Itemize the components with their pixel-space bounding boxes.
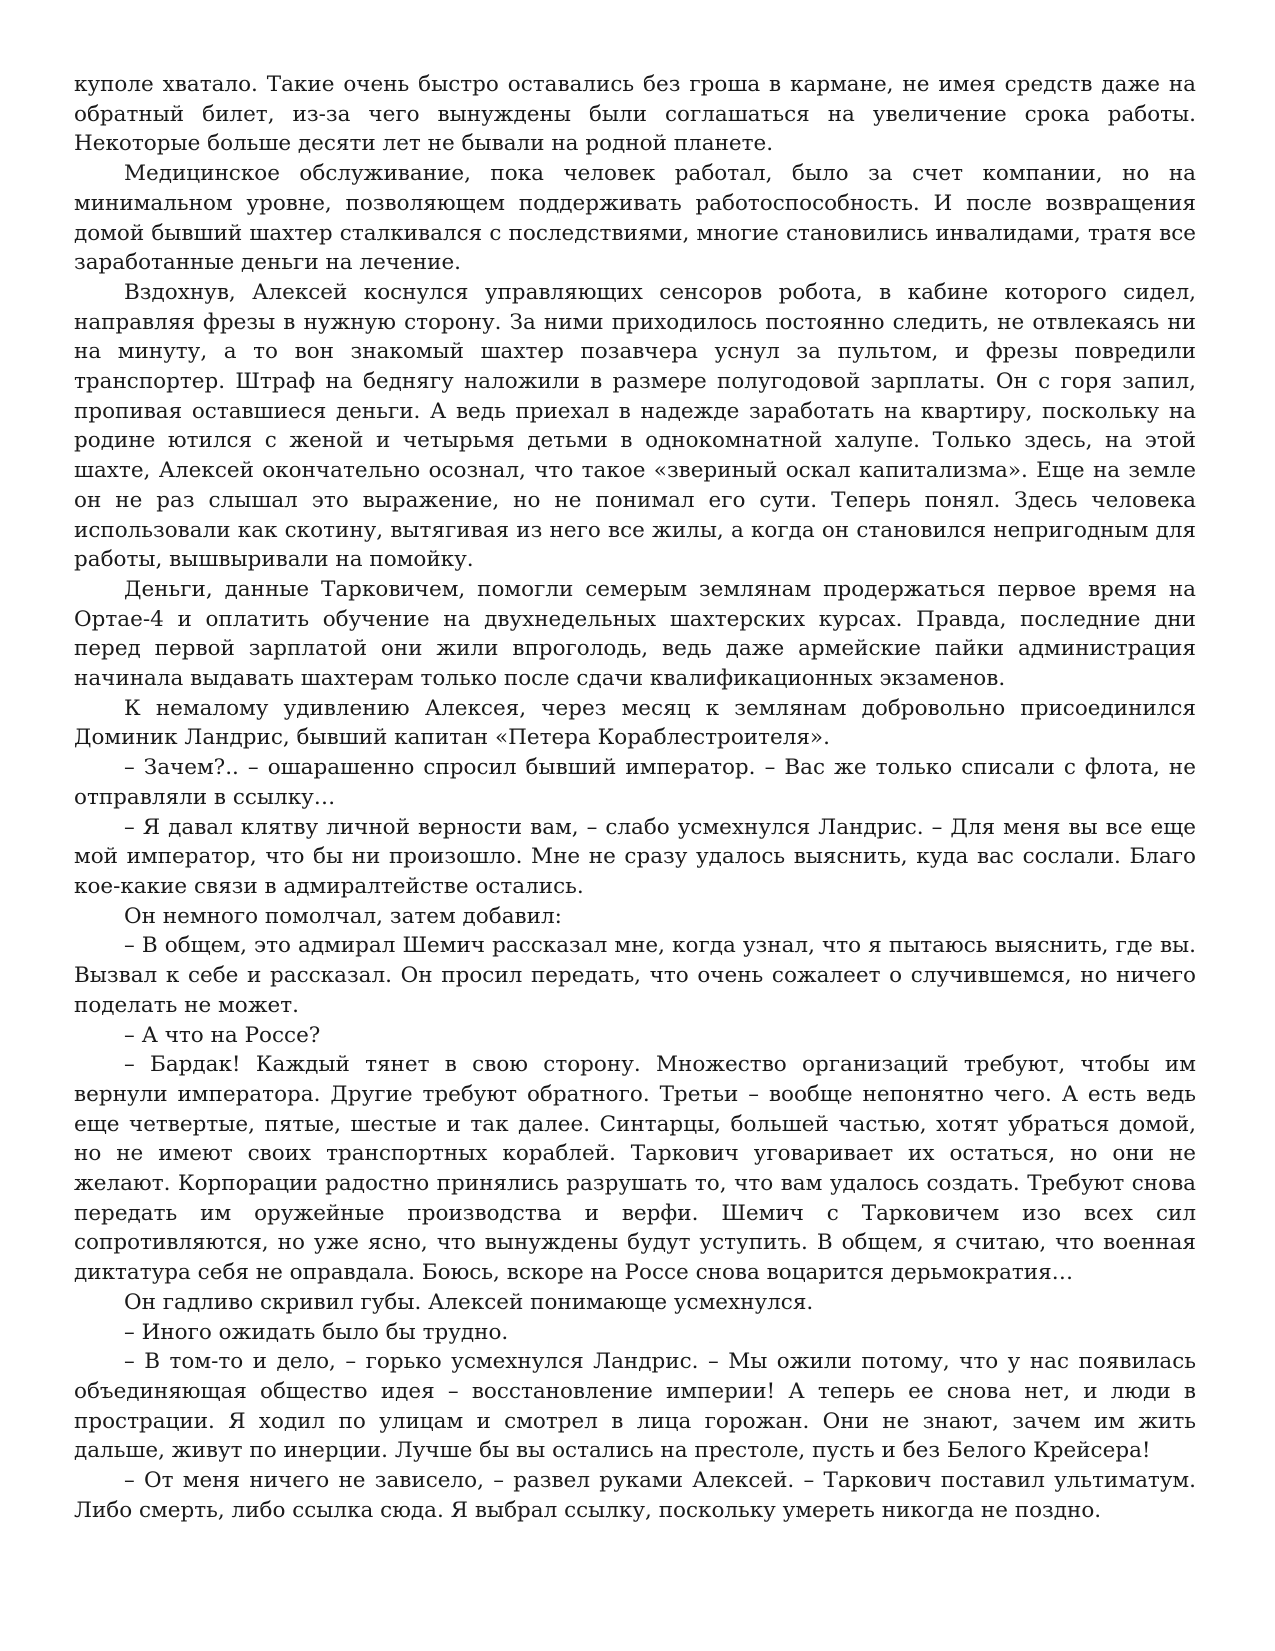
paragraph-14: – В том-то и дело, – горько усмехнулся Ландрис. – Мы ожили потому, что у нас появилась объединяющая общество идея – восстановление империи! А теперь ее снова нет, и люди в прострации. Я ходил по улицам и смотрел в лица горожан. Они не знают, зачем им жить дальше, живут по инерции. Лучше бы вы остались на престоле, пусть и без Белого Крейсера! xyxy=(74,1349,1196,1464)
paragraph-8: Он немного помолчал, затем добавил: xyxy=(124,903,562,929)
paragraph-10: – А что на Россе? xyxy=(124,1022,321,1048)
paragraph-15: – От меня ничего не зависело, – развел руками Алексей. – Таркович поставил ультиматум. Либо смерть, либо ссылка сюда. Я выбрал ссылку, поскольку умереть никогда не поздно. xyxy=(74,1468,1196,1523)
paragraph-1: куполе хватало. Такие очень быстро оставались без гроша в кармане, не имея средств даже на обратный билет, из-за чего вынуждены были соглашаться на увеличение срока работы. Некоторые больше десяти лет не бывали на родной планете. xyxy=(74,72,1196,157)
paragraph-12: Он гадливо скривил губы. Алексей понимающе усмехнулся. xyxy=(124,1289,814,1315)
paragraph-3: Вздохнув, Алексей коснулся управляющих сенсоров робота, в кабине которого сидел, направляя фрезы в нужную сторону. За ними приходилось постоянно следить, не отвлекаясь ни на минуту, а то вон знакомый шахтер позавчера уснул за пультом, и фрезы повредили транспортер. Штраф на беднягу наложили в размере полугодовой зарплаты. Он с горя запил, пропивая оставшиеся деньги. А ведь приехал в надежде заработать на квартиру, поскольку на родине ютился с женой и четырьмя детьми в однокомнатной халупе. Только здесь, на этой шахте, Алексей окончательно осознал, что такое «звериный оскал капитализма». Еще на земле он не раз слышал это выражение, но не понимал его сути. Теперь понял. Здесь человека использовали как скотину, вытягивая из него все жилы, а когда он становился непригодным для работы, вышвыривали на помойку. xyxy=(74,279,1196,573)
paragraph-2: Медицинское обслуживание, пока человек работал, было за счет компании, но на минимальном уровне, позволяющем поддерживать работоспособность. И после возвращения домой бывший шахтер сталкивался с последствиями, многие становились инвалидами, тратя все заработанные деньги на лечение. xyxy=(74,161,1196,276)
paragraph-13: – Иного ожидать было бы трудно. xyxy=(124,1319,509,1345)
paragraph-11: – Бардак! Каждый тянет в свою сторону. Множество организаций требуют, чтобы им вернули императора. Другие требуют обратного. Третьи – вообще непонятно чего. А есть ведь еще четвертые, пятые, шестые и так далее. Синтарцы, большей частью, хотят убраться домой, но не имеют своих транспортных кораблей. Таркович уговаривает их остаться, но они не желают. Корпорации радостно принялись разрушать то, что вам удалось создать. Требуют снова передать им оружейные производства и верфи. Шемич с Тарковичем изо всех сил сопротивляются, но уже ясно, что вынуждены будут уступить. В общем, я считаю, что военная диктатура себя не оправдала. Боюсь, вскоре на Россе снова воцарится дерьмократия… xyxy=(74,1052,1196,1286)
paragraph-4: Деньги, данные Тарковичем, помогли семерым землянам продержаться первое время на Ортае-4 и оплатить обучение на двухнедельных шахтерских курсах. Правда, последние дни перед первой зарплатой они жили впроголодь, ведь даже армейские пайки администрация начинала выдавать шахтерам только после сдачи квалификационных экзаменов. xyxy=(74,576,1196,692)
paragraph-6: – Зачем?.. – ошарашенно спросил бывший император. – Вас же только списали с флота, не отправляли в ссылку… xyxy=(74,755,1196,810)
paragraph-9: – В общем, это адмирал Шемич рассказал мне, когда узнал, что я пытаюсь выяснить, где вы. Вызвал к себе и рассказал. Он просил передать, что очень сожалеет о случившемся, но ничего поделать не может. xyxy=(74,933,1196,1018)
paragraph-7: – Я давал клятву личной верности вам, – слабо усмехнулся Ландрис. – Для меня вы все еще мой император, что бы ни произошло. Мне не сразу удалось выяснить, куда вас сослали. Благо кое-какие связи в адмиралтействе остались. xyxy=(74,814,1196,899)
paragraph-5: К немалому удивлению Алексея, через месяц к землянам добровольно присоединился Доминик Ландрис, бывший капитан «Петера Кораблестроителя». xyxy=(74,695,1196,751)
document-page xyxy=(74,70,1196,1525)
